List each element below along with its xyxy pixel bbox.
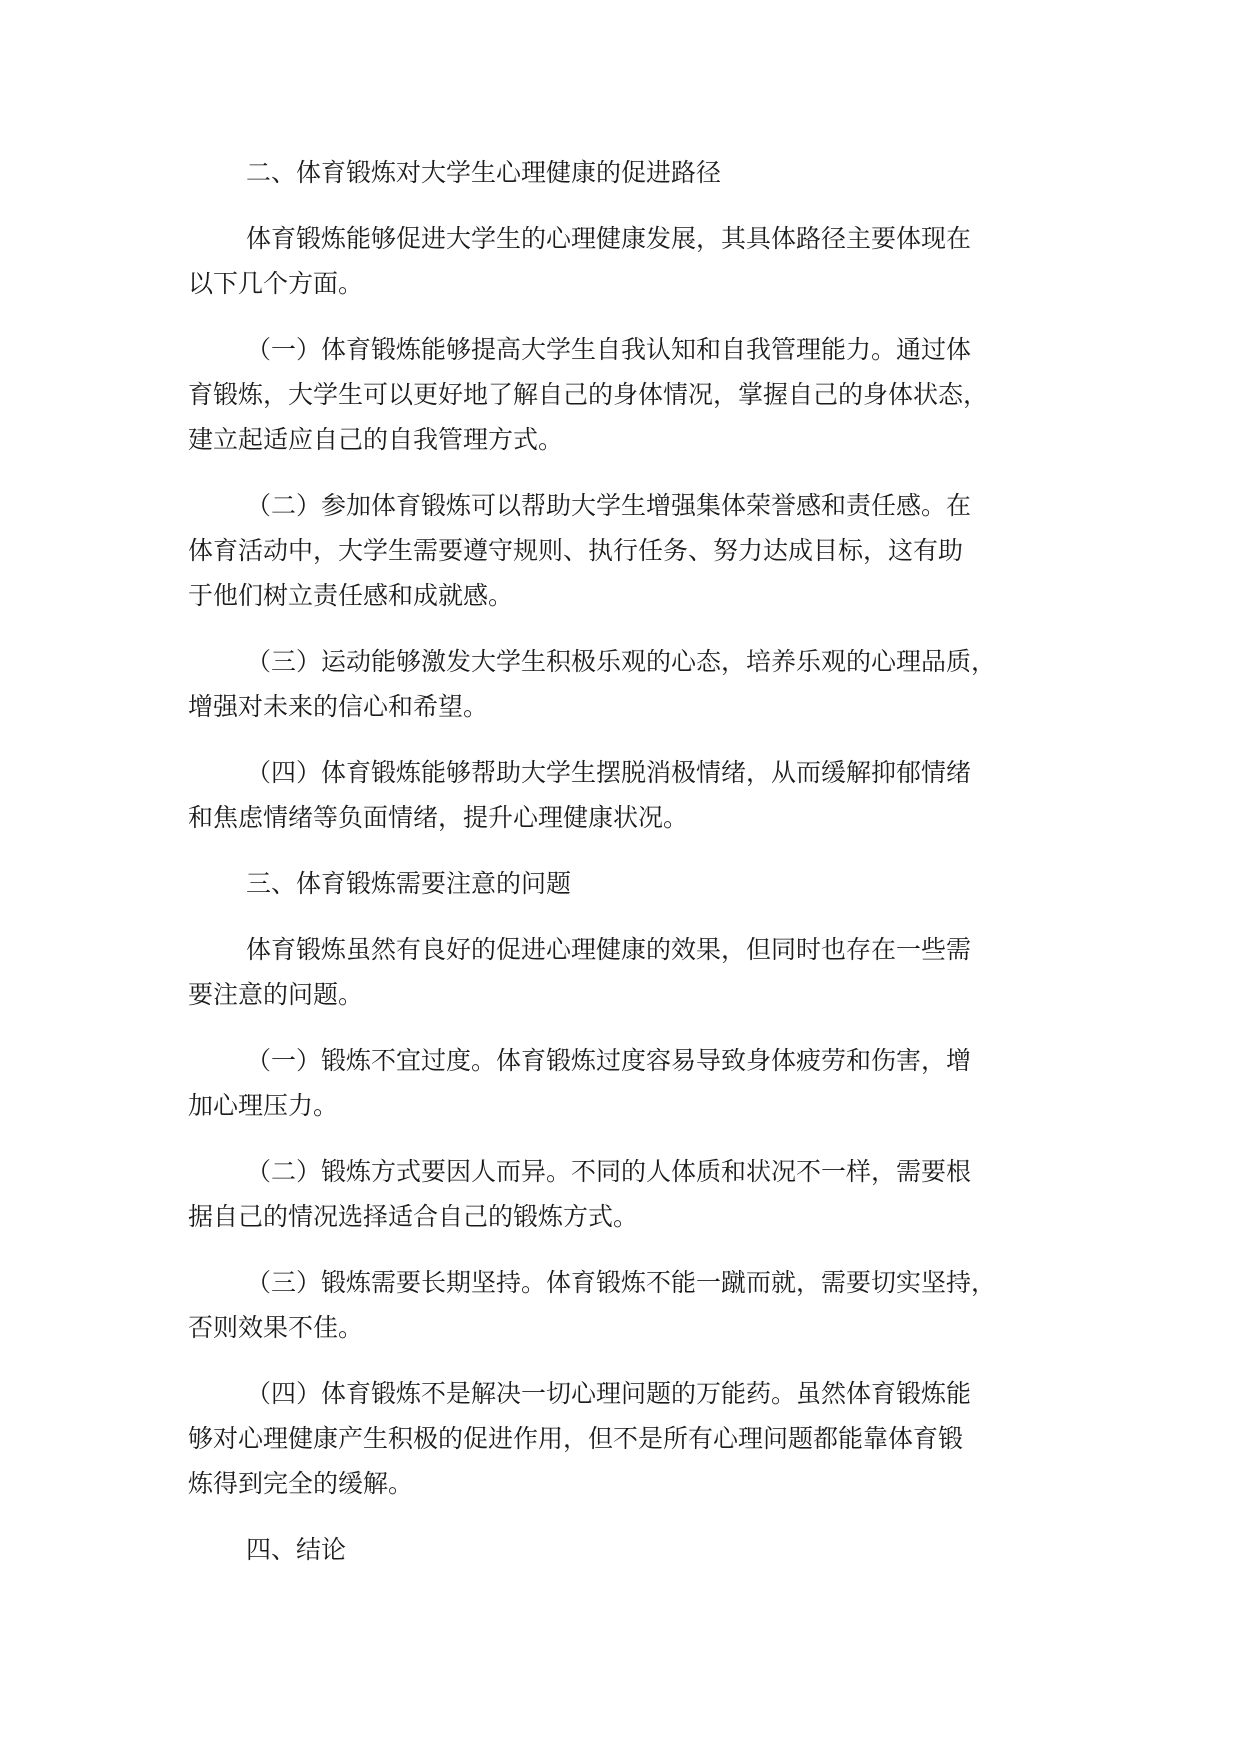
text-line: 于他们树立责任感和成就感。: [188, 581, 514, 610]
text-line: （四）体育锻炼不是解决一切心理问题的万能药。虽然体育锻炼能: [246, 1379, 972, 1408]
text-line: 加心理压力。: [188, 1091, 339, 1120]
paragraph: [188, 1371, 1088, 1506]
text-line: 据自己的情况选择适合自己的锻炼方式。: [188, 1202, 639, 1231]
section-heading: [188, 1527, 1088, 1572]
paragraph: [188, 327, 1088, 462]
text-line: 四、结论: [246, 1535, 347, 1564]
paragraph: [188, 216, 1088, 306]
text-line: （一）锻炼不宜过度。体育锻炼过度容易导致身体疲劳和伤害，增: [246, 1046, 972, 1075]
section-heading: [188, 861, 1088, 906]
text-line: 和焦虑情绪等负面情绪，提升心理健康状况。: [188, 803, 689, 832]
text-line: 三、体育锻炼需要注意的问题: [246, 869, 572, 898]
text-line: 体育活动中，大学生需要遵守规则、执行任务、努力达成目标，这有助: [188, 536, 964, 565]
paragraph: [188, 639, 1088, 729]
text-line: 以下几个方面。: [188, 269, 364, 298]
text-line: 否则效果不佳。: [188, 1313, 364, 1342]
text-line: （二）锻炼方式要因人而异。不同的人体质和状况不一样，需要根: [246, 1157, 972, 1186]
text-line: （一）体育锻炼能够提高大学生自我认知和自我管理能力。通过体: [246, 335, 972, 364]
paragraph: [188, 1038, 1088, 1128]
text-line: 建立起适应自己的自我管理方式。: [188, 425, 564, 454]
paragraph: [188, 1260, 1088, 1350]
paragraph: [188, 1149, 1088, 1239]
paragraph: [188, 750, 1088, 840]
paragraph: [188, 483, 1088, 618]
text-line: （三）运动能够激发大学生积极乐观的心态，培养乐观的心理品质，: [246, 647, 997, 676]
text-line: 要注意的问题。: [188, 980, 364, 1009]
text-line: 育锻炼，大学生可以更好地了解自己的身体情况，掌握自己的身体状态，: [188, 380, 989, 409]
text-line: 体育锻炼虽然有良好的促进心理健康的效果，但同时也存在一些需: [246, 935, 972, 964]
text-line: 增强对未来的信心和希望。: [188, 692, 489, 721]
section-heading: [188, 150, 1088, 195]
text-line: 够对心理健康产生积极的促进作用，但不是所有心理问题都能靠体育锻: [188, 1424, 964, 1453]
text-line: （四）体育锻炼能够帮助大学生摆脱消极情绪，从而缓解抑郁情绪: [246, 758, 972, 787]
paragraph: [188, 927, 1088, 1017]
document-page: [188, 150, 1088, 1593]
text-line: 炼得到完全的缓解。: [188, 1469, 414, 1498]
text-line: 体育锻炼能够促进大学生的心理健康发展，其具体路径主要体现在: [246, 224, 972, 253]
text-line: 二、体育锻炼对大学生心理健康的促进路径: [246, 158, 722, 187]
text-line: （三）锻炼需要长期坚持。体育锻炼不能一蹴而就，需要切实坚持，: [246, 1268, 997, 1297]
text-line: （二）参加体育锻炼可以帮助大学生增强集体荣誉感和责任感。在: [246, 491, 972, 520]
